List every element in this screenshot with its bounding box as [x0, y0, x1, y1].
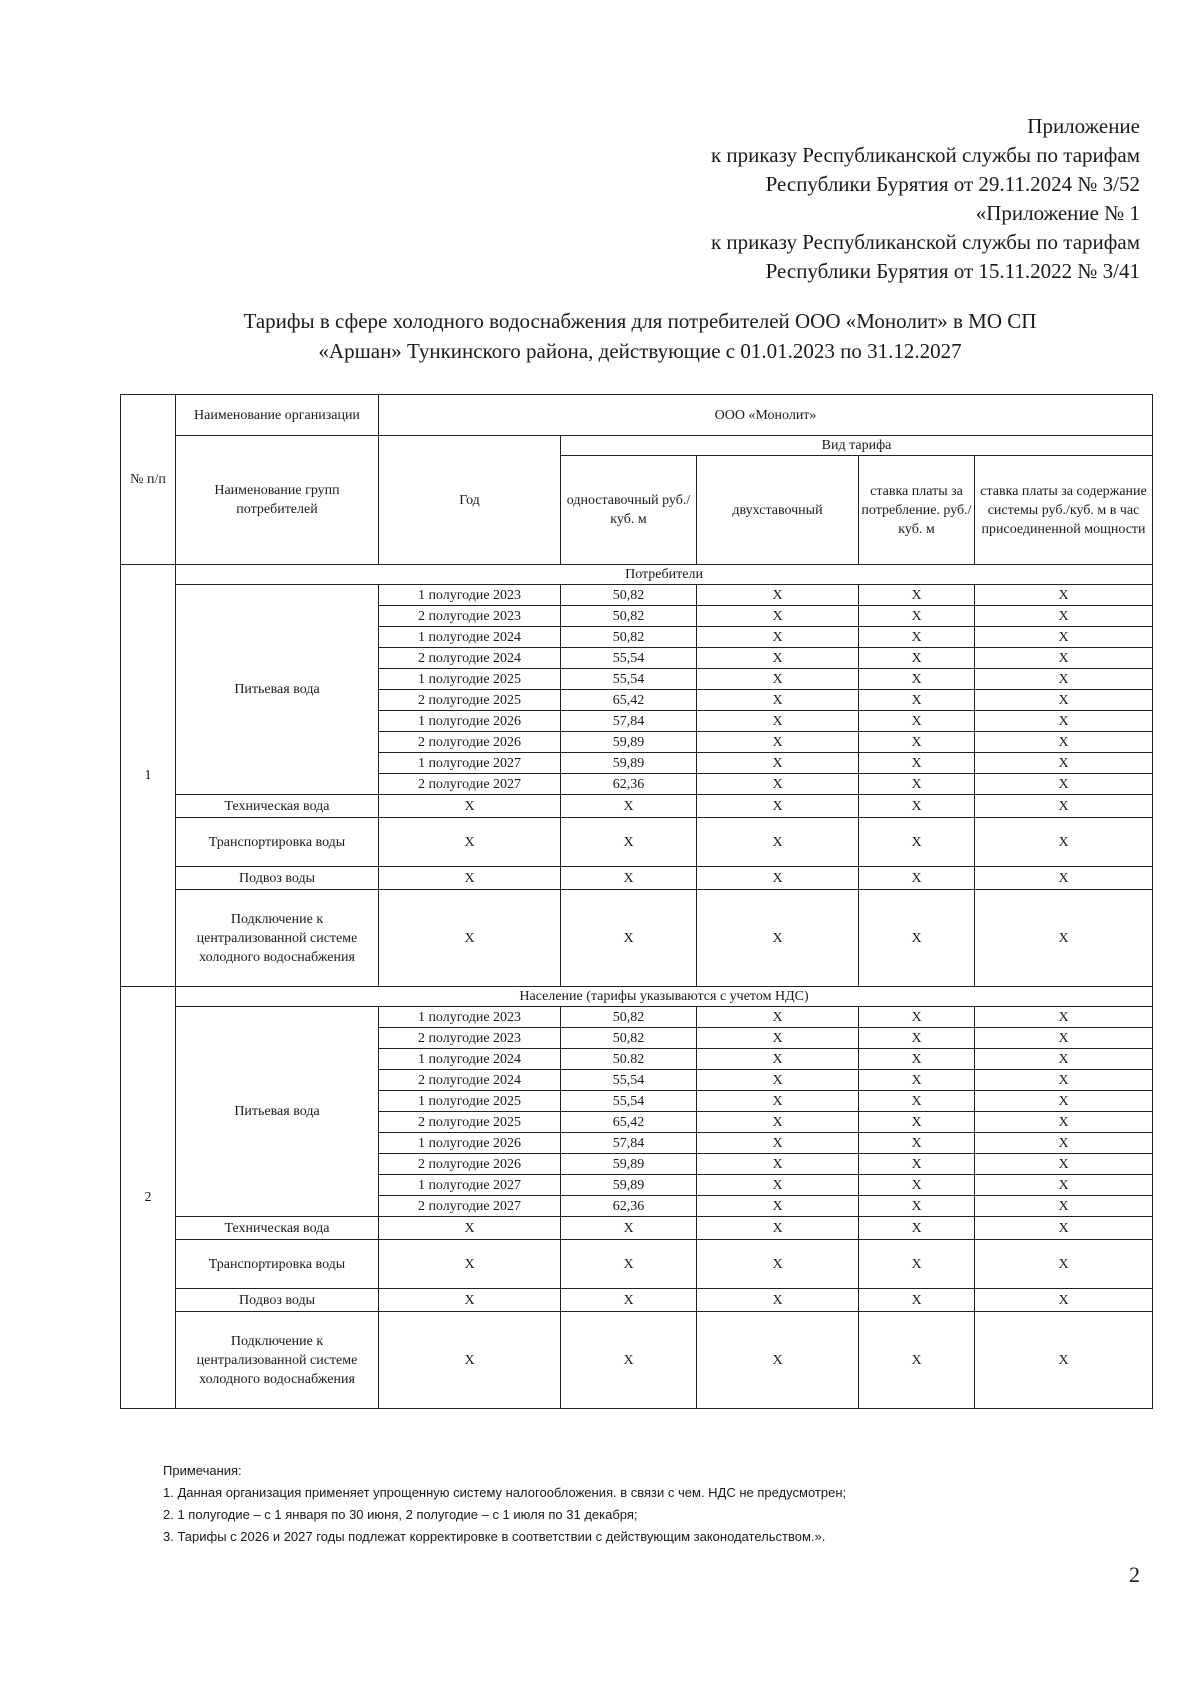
table-row: [121, 867, 1153, 890]
value-cell: X: [379, 818, 561, 867]
maintenance-rate-cell: X: [975, 585, 1153, 606]
single-rate-cell: 50,82: [561, 606, 697, 627]
double-rate-cell: X: [697, 1091, 859, 1112]
period-cell: 2 полугодие 2027: [379, 1196, 561, 1217]
double-rate-cell: X: [697, 1007, 859, 1028]
value-cell: X: [975, 795, 1153, 818]
value-cell: X: [697, 1312, 859, 1409]
column-header-org-label: Наименование организации: [176, 395, 379, 436]
period-cell: 1 полугодие 2027: [379, 753, 561, 774]
consumption-rate-cell: X: [859, 627, 975, 648]
single-rate-cell: 50,82: [561, 585, 697, 606]
value-cell: X: [561, 1217, 697, 1240]
group-drinking-water: Питьевая вода: [176, 585, 379, 795]
table-row: [121, 585, 1153, 606]
single-rate-cell: 55,54: [561, 648, 697, 669]
period-cell: 2 полугодие 2027: [379, 774, 561, 795]
maintenance-rate-cell: X: [975, 1091, 1153, 1112]
consumption-rate-cell: X: [859, 1091, 975, 1112]
column-header-single-rate: одноставочный руб./ куб. м: [561, 456, 697, 565]
consumption-rate-cell: X: [859, 669, 975, 690]
section-header-row: [121, 987, 1153, 1007]
value-cell: X: [697, 795, 859, 818]
header-line: «Приложение № 1: [975, 201, 1140, 225]
table-row: [121, 1312, 1153, 1409]
single-rate-cell: 65,42: [561, 1112, 697, 1133]
maintenance-rate-cell: X: [975, 648, 1153, 669]
column-header-year: Год: [379, 436, 561, 565]
single-rate-cell: 59,89: [561, 1154, 697, 1175]
consumption-rate-cell: X: [859, 1154, 975, 1175]
period-cell: 1 полугодие 2026: [379, 1133, 561, 1154]
section-number: 2: [121, 987, 176, 1409]
double-rate-cell: X: [697, 606, 859, 627]
double-rate-cell: X: [697, 732, 859, 753]
value-cell: X: [379, 890, 561, 987]
table-row: [121, 818, 1153, 867]
single-rate-cell: 59,89: [561, 732, 697, 753]
table-row: [121, 1007, 1153, 1028]
period-cell: 2 полугодие 2026: [379, 1154, 561, 1175]
double-rate-cell: X: [697, 1133, 859, 1154]
value-cell: X: [379, 1289, 561, 1312]
consumption-rate-cell: X: [859, 585, 975, 606]
group-name-cell: Подключение к централизованной системе холодного водоснабжения: [176, 1312, 379, 1409]
single-rate-cell: 59,89: [561, 753, 697, 774]
value-cell: X: [697, 890, 859, 987]
maintenance-rate-cell: X: [975, 1049, 1153, 1070]
maintenance-rate-cell: X: [975, 690, 1153, 711]
section-title: Потребители: [176, 565, 1153, 585]
consumption-rate-cell: X: [859, 732, 975, 753]
double-rate-cell: X: [697, 774, 859, 795]
value-cell: X: [561, 1312, 697, 1409]
table-row: [121, 1289, 1153, 1312]
org-name: ООО «Монолит»: [379, 395, 1153, 436]
section-number: 1: [121, 565, 176, 987]
maintenance-rate-cell: X: [975, 1154, 1153, 1175]
double-rate-cell: X: [697, 1070, 859, 1091]
period-cell: 2 полугодие 2025: [379, 690, 561, 711]
maintenance-rate-cell: X: [975, 753, 1153, 774]
table-row: [121, 890, 1153, 987]
double-rate-cell: X: [697, 690, 859, 711]
consumption-rate-cell: X: [859, 648, 975, 669]
double-rate-cell: X: [697, 1154, 859, 1175]
value-cell: X: [379, 1312, 561, 1409]
consumption-rate-cell: X: [859, 753, 975, 774]
group-name-cell: Транспортировка воды: [176, 818, 379, 867]
consumption-rate-cell: X: [859, 1070, 975, 1091]
double-rate-cell: X: [697, 1112, 859, 1133]
section-header-row: [121, 565, 1153, 585]
consumption-rate-cell: X: [859, 1028, 975, 1049]
header-line: Республики Бурятия от 15.11.2022 № 3/41: [765, 259, 1140, 283]
double-rate-cell: X: [697, 1175, 859, 1196]
document-title: [130, 306, 1150, 366]
note-item: 2. 1 полугодие – с 1 января по 30 июня, 2 полугодие – с 1 июля по 31 декабря;: [163, 1507, 638, 1522]
double-rate-cell: X: [697, 1196, 859, 1217]
group-name-cell: Техническая вода: [176, 1217, 379, 1240]
period-cell: 1 полугодие 2023: [379, 1007, 561, 1028]
column-header-maintenance-rate: ставка платы за содержание системы руб./куб. м в час присоединенной мощности: [975, 456, 1153, 565]
maintenance-rate-cell: X: [975, 1028, 1153, 1049]
value-cell: X: [859, 890, 975, 987]
column-header-consumption-rate: ставка платы за потребление. руб./ куб. м: [859, 456, 975, 565]
header-line: Приложение: [1027, 114, 1140, 138]
consumption-rate-cell: X: [859, 1175, 975, 1196]
single-rate-cell: 59,89: [561, 1175, 697, 1196]
value-cell: X: [975, 890, 1153, 987]
single-rate-cell: 62,36: [561, 774, 697, 795]
maintenance-rate-cell: X: [975, 606, 1153, 627]
value-cell: X: [379, 867, 561, 890]
double-rate-cell: X: [697, 1028, 859, 1049]
period-cell: 2 полугодие 2024: [379, 1070, 561, 1091]
notes-heading: Примечания:: [163, 1463, 242, 1478]
maintenance-rate-cell: X: [975, 669, 1153, 690]
single-rate-cell: 50,82: [561, 1028, 697, 1049]
value-cell: X: [975, 1312, 1153, 1409]
double-rate-cell: X: [697, 1049, 859, 1070]
value-cell: X: [379, 1240, 561, 1289]
consumption-rate-cell: X: [859, 690, 975, 711]
consumption-rate-cell: X: [859, 606, 975, 627]
value-cell: X: [379, 1217, 561, 1240]
double-rate-cell: X: [697, 585, 859, 606]
period-cell: 1 полугодие 2025: [379, 669, 561, 690]
single-rate-cell: 57,84: [561, 1133, 697, 1154]
value-cell: X: [697, 1240, 859, 1289]
period-cell: 2 полугодие 2023: [379, 1028, 561, 1049]
group-name-cell: Транспортировка воды: [176, 1240, 379, 1289]
consumption-rate-cell: X: [859, 1196, 975, 1217]
consumption-rate-cell: X: [859, 711, 975, 732]
value-cell: X: [859, 1312, 975, 1409]
value-cell: X: [975, 1240, 1153, 1289]
value-cell: X: [975, 818, 1153, 867]
column-header-number: № п/п: [121, 395, 176, 565]
consumption-rate-cell: X: [859, 1112, 975, 1133]
note-item: 1. Данная организация применяет упрощенную систему налогообложения. в связи с чем. НДС не предусмотрен;: [163, 1485, 847, 1500]
header-line: Республики Бурятия от 29.11.2024 № 3/52: [765, 172, 1140, 196]
period-cell: 2 полугодие 2026: [379, 732, 561, 753]
maintenance-rate-cell: X: [975, 1175, 1153, 1196]
maintenance-rate-cell: X: [975, 627, 1153, 648]
table-row: [121, 795, 1153, 818]
value-cell: X: [697, 1217, 859, 1240]
section-title: Население (тарифы указываются с учетом НДС): [176, 987, 1153, 1007]
maintenance-rate-cell: X: [975, 732, 1153, 753]
group-name-cell: Подвоз воды: [176, 867, 379, 890]
maintenance-rate-cell: X: [975, 1070, 1153, 1091]
double-rate-cell: X: [697, 627, 859, 648]
maintenance-rate-cell: X: [975, 1112, 1153, 1133]
group-drinking-water: Питьевая вода: [176, 1007, 379, 1217]
consumption-rate-cell: X: [859, 1049, 975, 1070]
table-row: [121, 1240, 1153, 1289]
single-rate-cell: 50,82: [561, 627, 697, 648]
period-cell: 1 полугодие 2025: [379, 1091, 561, 1112]
tariff-type-header: Вид тарифа: [561, 436, 1153, 456]
consumption-rate-cell: X: [859, 1007, 975, 1028]
period-cell: 1 полугодие 2024: [379, 1049, 561, 1070]
period-cell: 2 полугодие 2025: [379, 1112, 561, 1133]
value-cell: X: [561, 1240, 697, 1289]
value-cell: X: [859, 1217, 975, 1240]
period-cell: 1 полугодие 2024: [379, 627, 561, 648]
double-rate-cell: X: [697, 753, 859, 774]
consumption-rate-cell: X: [859, 1133, 975, 1154]
tariff-table: [120, 394, 1153, 1409]
appendix-header: [711, 112, 1140, 286]
double-rate-cell: X: [697, 711, 859, 732]
value-cell: X: [697, 1289, 859, 1312]
value-cell: X: [975, 1217, 1153, 1240]
single-rate-cell: 57,84: [561, 711, 697, 732]
header-line: к приказу Республиканской службы по тарифам: [710, 230, 1140, 254]
title-line-1: Тарифы в сфере холодного водоснабжения для потребителей ООО «Монолит» в МО СП: [243, 309, 1037, 333]
single-rate-cell: 50,82: [561, 1007, 697, 1028]
single-rate-cell: 62,36: [561, 1196, 697, 1217]
double-rate-cell: X: [697, 669, 859, 690]
column-header-groups: Наименование групп потребителей: [176, 436, 379, 565]
header-line: к приказу Республиканской службы по тарифам: [710, 143, 1140, 167]
maintenance-rate-cell: X: [975, 1196, 1153, 1217]
group-name-cell: Подвоз воды: [176, 1289, 379, 1312]
single-rate-cell: 55,54: [561, 1091, 697, 1112]
value-cell: X: [379, 795, 561, 818]
notes: [163, 1460, 846, 1548]
single-rate-cell: 55,54: [561, 669, 697, 690]
value-cell: X: [561, 795, 697, 818]
period-cell: 1 полугодие 2023: [379, 585, 561, 606]
value-cell: X: [975, 1289, 1153, 1312]
maintenance-rate-cell: X: [975, 774, 1153, 795]
maintenance-rate-cell: X: [975, 1007, 1153, 1028]
maintenance-rate-cell: X: [975, 711, 1153, 732]
value-cell: X: [975, 867, 1153, 890]
period-cell: 1 полугодие 2027: [379, 1175, 561, 1196]
value-cell: X: [859, 1289, 975, 1312]
value-cell: X: [697, 867, 859, 890]
column-header-double-rate: двухставочный: [697, 456, 859, 565]
double-rate-cell: X: [697, 648, 859, 669]
value-cell: X: [859, 795, 975, 818]
consumption-rate-cell: X: [859, 774, 975, 795]
single-rate-cell: 55,54: [561, 1070, 697, 1091]
value-cell: X: [561, 867, 697, 890]
group-name-cell: Техническая вода: [176, 795, 379, 818]
value-cell: X: [859, 867, 975, 890]
single-rate-cell: 65,42: [561, 690, 697, 711]
single-rate-cell: 50.82: [561, 1049, 697, 1070]
group-name-cell: Подключение к централизованной системе холодного водоснабжения: [176, 890, 379, 987]
value-cell: X: [561, 890, 697, 987]
note-item: 3. Тарифы с 2026 и 2027 годы подлежат корректировке в соответствии с действующим законодательством.».: [163, 1529, 826, 1544]
period-cell: 2 полугодие 2023: [379, 606, 561, 627]
value-cell: X: [561, 818, 697, 867]
title-line-2: «Аршан» Тункинского района, действующие с 01.01.2023 по 31.12.2027: [318, 339, 962, 363]
table-row: [121, 1217, 1153, 1240]
maintenance-rate-cell: X: [975, 1133, 1153, 1154]
value-cell: X: [859, 1240, 975, 1289]
value-cell: X: [859, 818, 975, 867]
value-cell: X: [697, 818, 859, 867]
page-number: 2: [1129, 1562, 1140, 1587]
value-cell: X: [561, 1289, 697, 1312]
period-cell: 1 полугодие 2026: [379, 711, 561, 732]
period-cell: 2 полугодие 2024: [379, 648, 561, 669]
